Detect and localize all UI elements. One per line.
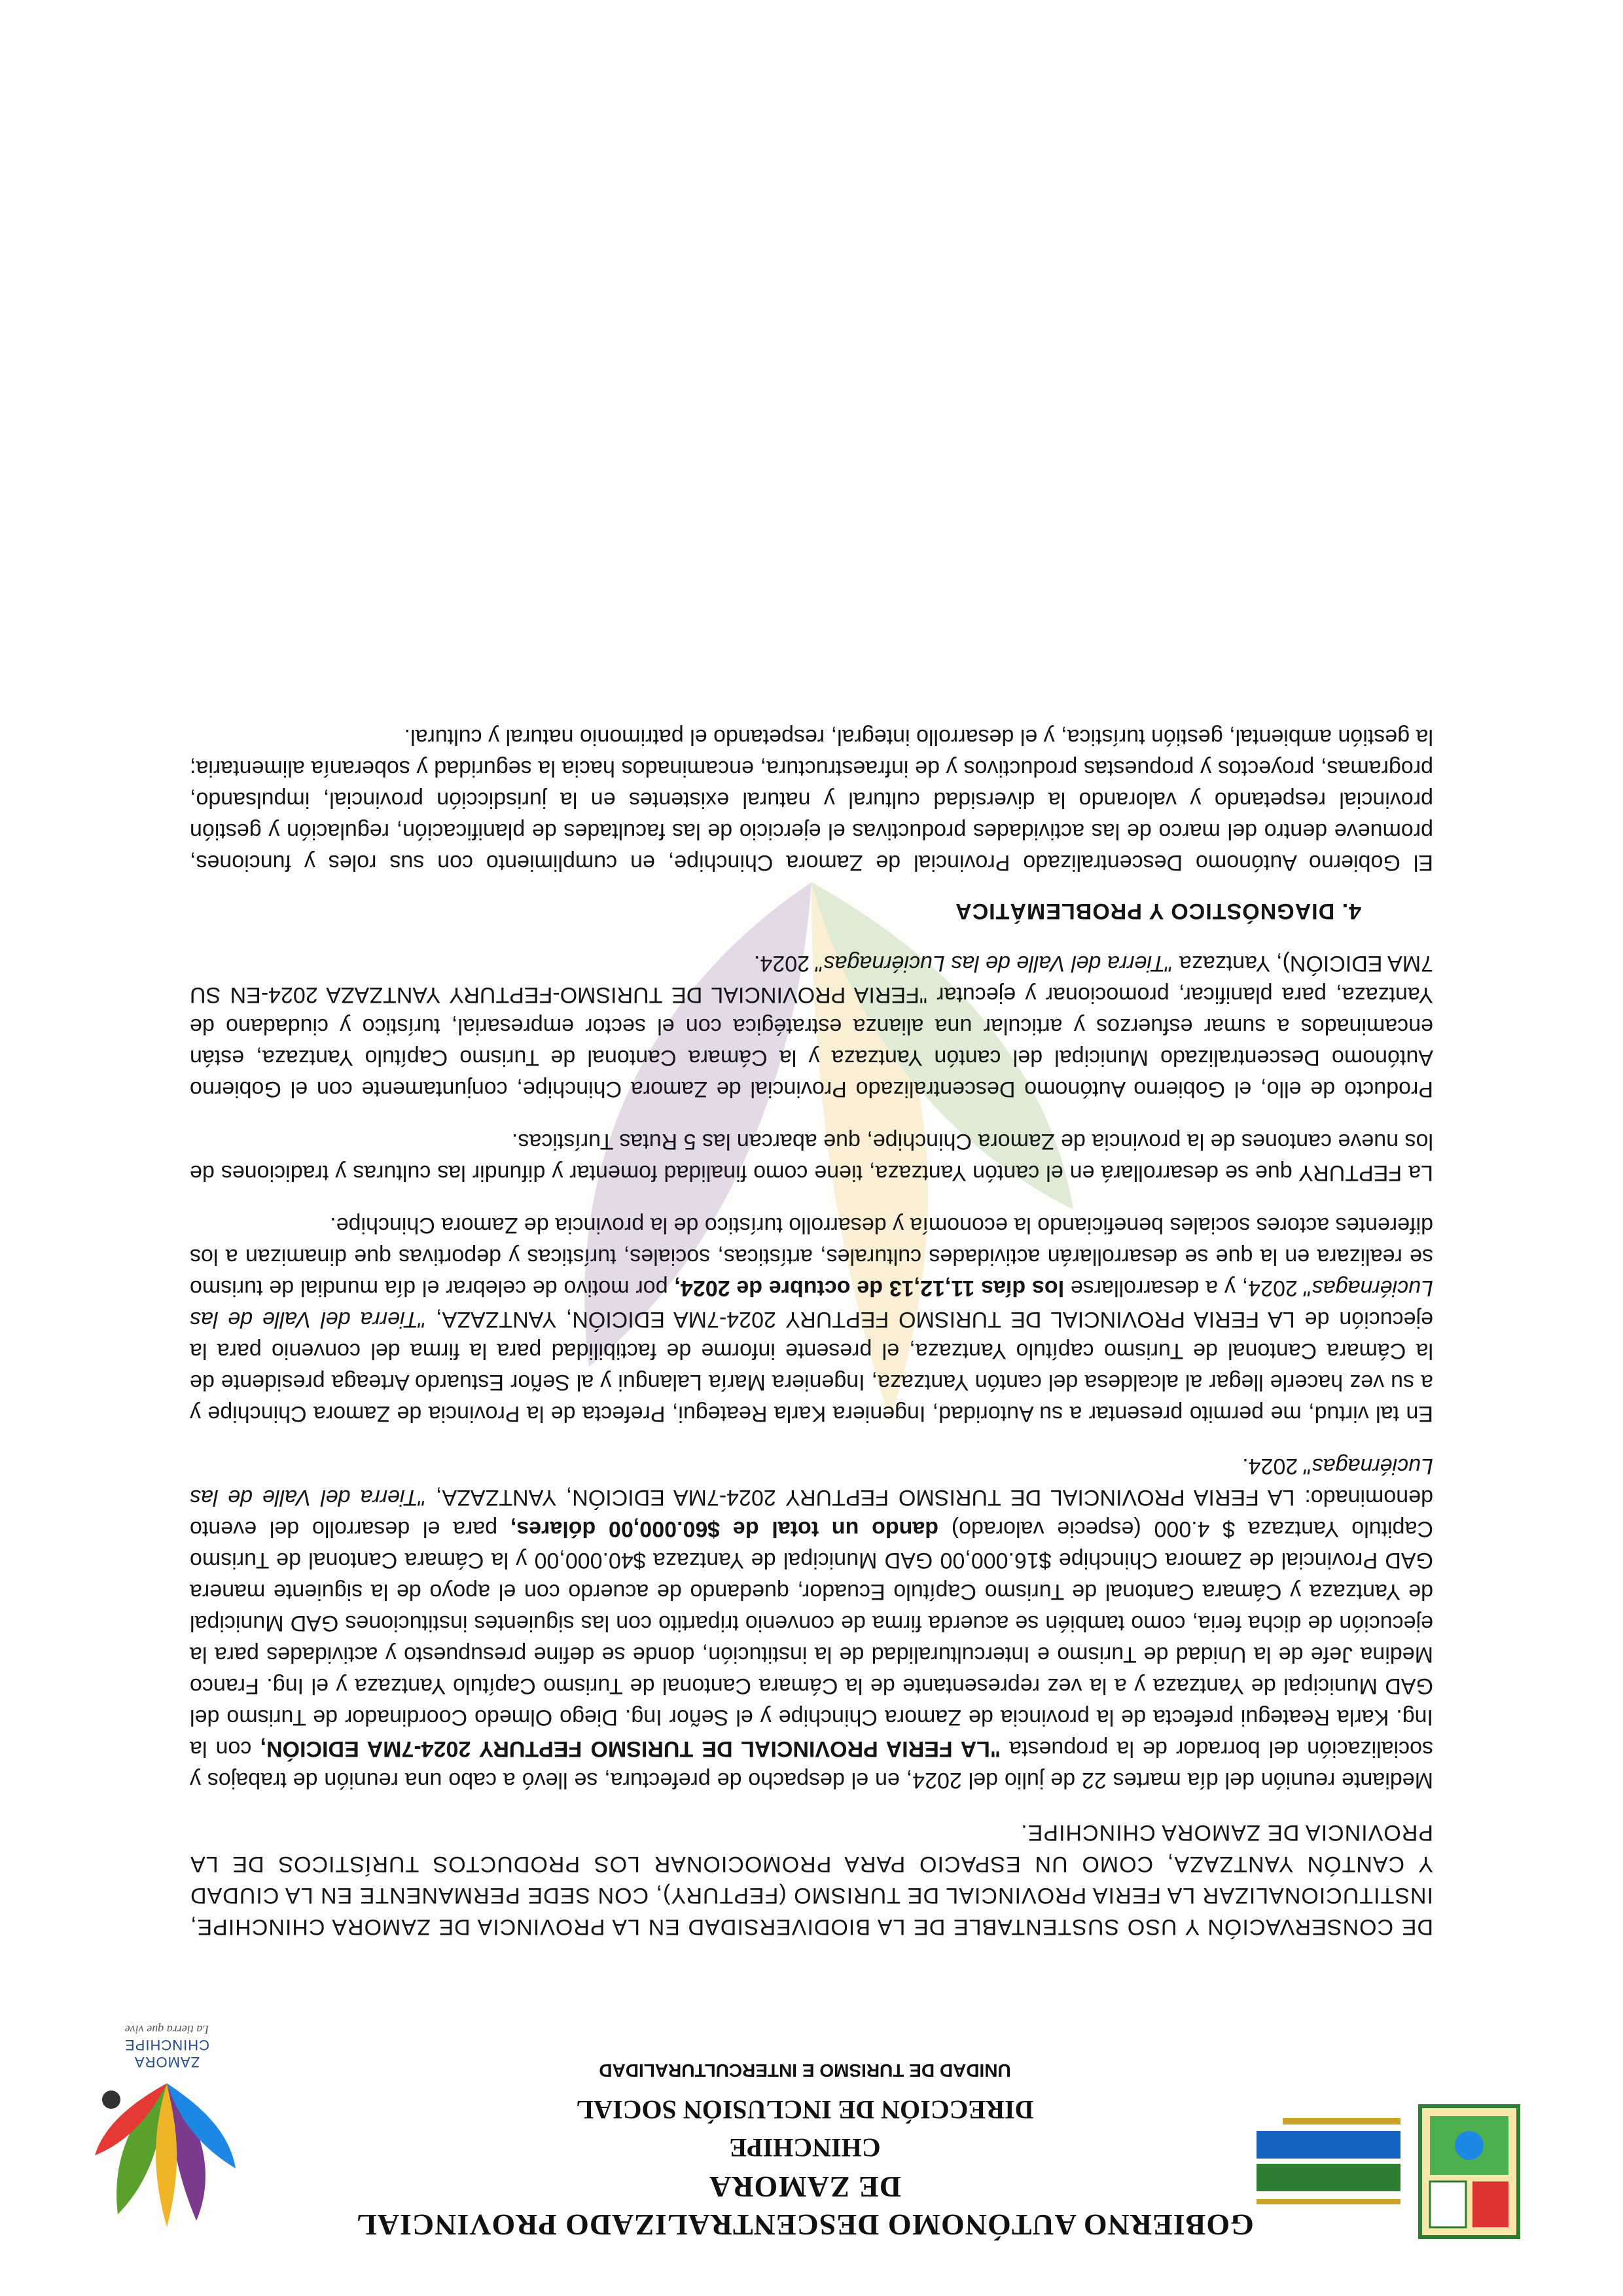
institution-heading xyxy=(353,2060,1257,2244)
paragraph-purpose: La FEPTURY que se desarrollará en el cantón Yantzaza, tiene como finalidad fomentar y difundir las culturas y tradiciones de los nueve cantones de la provincia de Zamora Chinchipe, que abarcan las 5 Rutas Turísticas. xyxy=(190,1129,1433,1185)
paragraph-diagnosis: El Gobierno Autónomo Descentralizado Provincial de Zamora Chinchipe, en cumplimiento con sus roles y funciones, promueve dentro del marco de las actividades productivas el ejercicio de las facultades de planificación, regulación y gestión provincial respetando y valorando la diversidad cultural y natural existentes en la jurisdicción provincial, impulsando, programas, proyectos y propuestas productivos y de infraestructura, encaminados hacia la seguridad y soberanía alimentaria; la gestión ambiental, gestión turística, y el desarrollo integral, respetando el patrimonio natural y cultural. xyxy=(190,725,1433,875)
document-body xyxy=(190,700,1433,1943)
prefectura-logo-icon xyxy=(1243,2087,1531,2250)
brand-tagline: La tierra que vive xyxy=(124,2023,209,2036)
zamora-chinchipe-brand-icon xyxy=(92,2070,242,2240)
objective-paragraph: DE CONSERVACIÓN Y USO SUSTENTABLE DE LA BIODIVERSIDAD EN LA PROVINCIA DE ZAMORA CHINCHIPE, INSTITUCIONALIZAR LA FERIA PROVINCIAL DE TURISMO (FEPTURY), CON SEDE PERMANENTE EN LA CIUDAD Y CANTÓN YANTZAZA, COMO UN ESPACIO PARA PROMOCIONAR LOS PRODUCTOS TURÍSTICOS DE LA PROVINCIA DE ZAMORA CHINCHIPE. xyxy=(190,1820,1433,1939)
org-name: GOBIERNO AUTÓNOMO DESCENTRALIZADO PROVINCIAL DE ZAMORA xyxy=(356,2170,1254,2242)
paragraph-alliance: Producto de ello, el Gobierno Autónomo Descentralizado Provincial de Zamora Chinchipe, conjuntamente con el Gobierno Autónomo Descentralizado Municipal del cantón Yantzaza y la Cámara Cantonal de Turismo Capítulo Yantzaza, están encaminados a sumar esfuerzos y articular una alianza estratégica con el sector empresarial, turístico y ciudadano de Yantzaza, para planificar, promocionar y ejecutar "FERIA PROVINCIAL DE TURISMO-FEPTURY YANTZAZA 2024-EN SU 7MA EDICIÓN), Yantzaza "Tierra del Valle de las Luciérnagas" 2024. xyxy=(190,951,1433,1102)
unit-name: UNIDAD DE TURISMO E INTERCULTURALIDAD xyxy=(599,2060,1011,2081)
brand-name xyxy=(92,2022,242,2070)
section-heading-diagnostico: 4. DIAGNÓSTICO Y PROBLEMÁTICA xyxy=(955,899,1361,924)
paragraph-presentation: En tal virtud, me permito presentar a su Autoridad, Ingeniera Karla Reategui, Prefecta de la Provincia de Zamora Chinchipe y a su vez hacerle llegar al alcaldesa del cantón Yantzaza, Ingeniera María Lalangui y al Señor Estuardo Arteaga presidente de la Cámara Cantonal de Turismo capítulo Yantzaza, el presente informe de factibilidad para la firma del convenio para la ejecución de LA FERIA PROVINCIAL DE TURISMO FEPTURY 2024-7MA EDICIÓN, YANTZAZA, "Tierra del Valle de las Luciérnagas" 2024, y a desarrollarse los días 11,12,13 de octubre de 2024, por motivo de celebrar el día mundial de turismo se realizara en la que se desarrollarán actividades culturales, artísticas, sociales, turísticas y deportivas que dinamizan a los diferentes actores sociales beneficiando la economía y desarrollo turístico de la provincia de Zamora Chinchipe. xyxy=(190,1213,1433,1426)
letterhead xyxy=(0,2021,1623,2296)
paragraph-meeting: Mediante reunión del día martes 22 de julio del 2024, en el despacho de prefectura, se llevó a cabo una reunión de trabajos y socialización del borrador de la propuesta "LA FERIA PROVINCIAL DE TURISMO FEPTURY 2024-7MA EDICIÓN, con la Ing. Karla Reategui prefecta de la provincia de Zamora Chinchipe y el Señor Ing. Diego Olmedo Coordinador de Turismo del GAD Municipal de Yantzaza y a la vez representante de la Cámara Cantonal de Turismo Capítulo Yantzaza y el Ing. Franco Medina Jefe de la Unidad de Turismo e Interculturalidad de la institución, donde se define presupuesto y actividades para la ejecución de dicha feria, como también se acuerda firma de convenio tripartito con las siguientes instituciones GAD Municipal de Yantzaza y Cámara Cantonal de Turismo Capítulo Ecuador, quedando de acuerdo con el apoyo de la siguiente manera GAD Provincial de Zamora Chinchipe $16.000,00 GAD Municipal de Yantzaza $40.000,00 y la Cámara Cantonal de Turismo Capitulo Yantzaza $ 4.000 (especie valorado) dando un total de $60.000,00 dólares, para el desarrollo del evento denominado: LA FERIA PROVINCIAL DE TURISMO FEPTURY 2024-7MA EDICIÓN, YANTZAZA, "Tierra del Valle de las Luciérnagas" 2024. xyxy=(190,1454,1433,1793)
direction-name: DIRECCIÓN DE INCLUSIÓN SOCIAL xyxy=(576,2095,1034,2125)
org-name-line2: CHINCHIPE xyxy=(729,2133,881,2162)
brand-title: ZAMORA CHINCHIPE xyxy=(124,2037,210,2070)
